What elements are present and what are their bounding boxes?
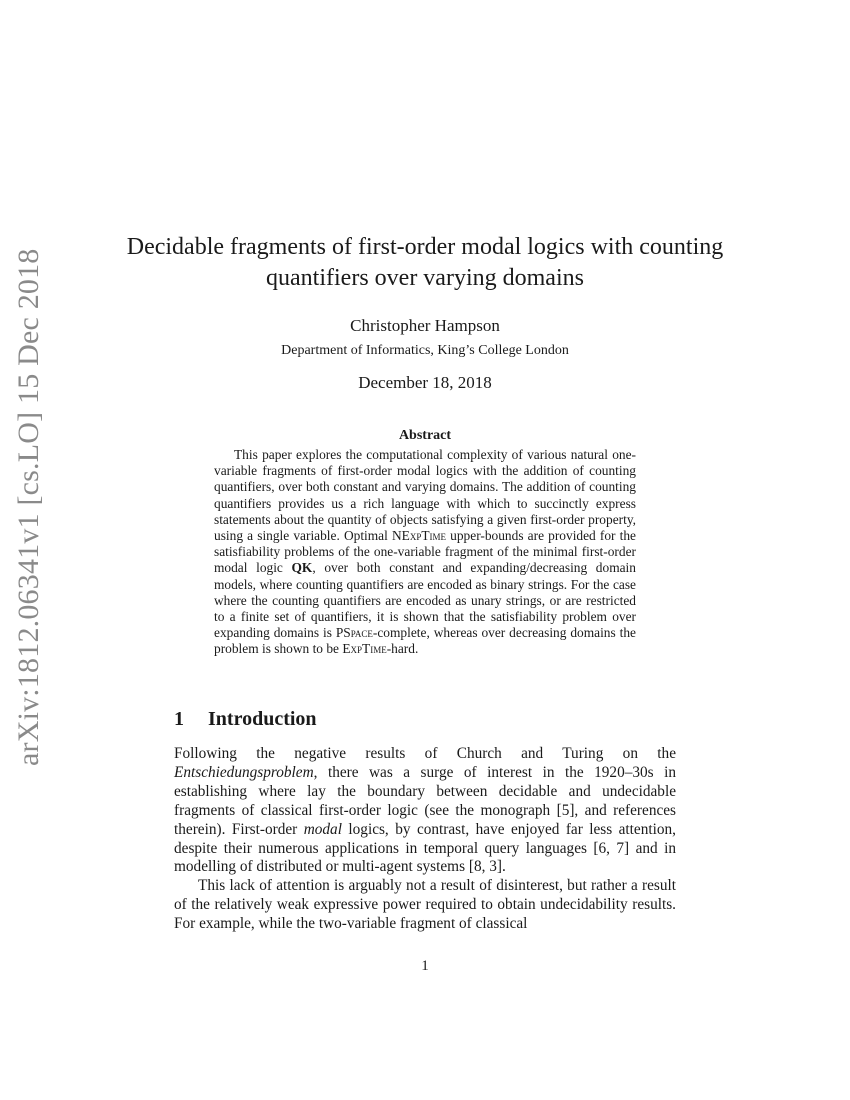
logic-name-qk: QK [291,560,313,576]
abstract-text-part: -complete, whereas over decreasing domains the problem is shown to be [214,625,636,657]
abstract-text-part: -hard. [386,641,419,657]
complexity-class-nexptime: NExpTime [391,528,447,544]
abstract-text-part: upper-bounds are provided for the satisfiability problems of the one-variable fragment of the minimal first-order modal logic [214,528,636,576]
paragraph-text: Following the negative results of Church and Turing on the [174,745,676,762]
body-text [174,745,676,934]
arxiv-identifier: arXiv:1812.06341v1 [cs.LO] 15 Dec 2018 [12,248,45,766]
abstract-text [214,447,636,658]
page-number: 1 [421,958,429,974]
emphasis-text: Entschiedungsproblem [174,763,314,781]
paragraph-text: logics, by contrast, have enjoyed far less attention, despite their numerous applications in temporal query languages [6, 7] and in modelling of distributed or multi-agent systems [8, 3]. [174,820,676,876]
emphasis-text: modal [303,820,342,838]
paragraph-text: , there was a surge of interest in the 1920–30s in establishing where lay the boundary between decidable and undecidable fragments of classical first-order logic (see the monograph [5], and references therein). First-order [174,763,676,838]
author-name: Christopher Hampson [350,316,500,335]
complexity-class-pspace: PSpace [335,625,373,641]
complexity-class-exptime: ExpTime [342,641,387,657]
abstract-heading: Abstract [398,428,452,443]
paragraph: This lack of attention is arguably not a result of disinterest, but rather a result of the relatively weak expressive power required to obtain undecidability results. For example, while the two-variable fragment of classical [174,877,676,933]
section-number: 1 [174,708,184,730]
paper-date: December 18, 2018 [358,373,492,392]
abstract-text-part: , over both constant and expanding/decreasing domain models, where counting quantifiers are encoded as binary strings. For the case where the counting quantifiers are encoded as unary strings, or are restricted to a finite set of quantifiers, it is shown that the satisfiability problem over expanding domains is [214,560,636,641]
paper-title: Decidable fragments of first-order modal logics with counting quantifiers over varying domains [126,234,724,291]
author-affiliation: Department of Informatics, King’s College London [281,343,569,358]
section-title: Introduction [208,708,317,730]
abstract-text-part: This paper explores the computational complexity of various natural one-variable fragments of first-order modal logics with the addition of counting quantifiers, over both constant and varying domains. The addition of counting quantifiers provides us a rich language with which to succinctly express statements about the quantity of objects satisfying a given first-order property, using a single variable. Optimal [214,447,636,544]
paragraph [174,745,676,877]
section-heading [174,708,317,731]
